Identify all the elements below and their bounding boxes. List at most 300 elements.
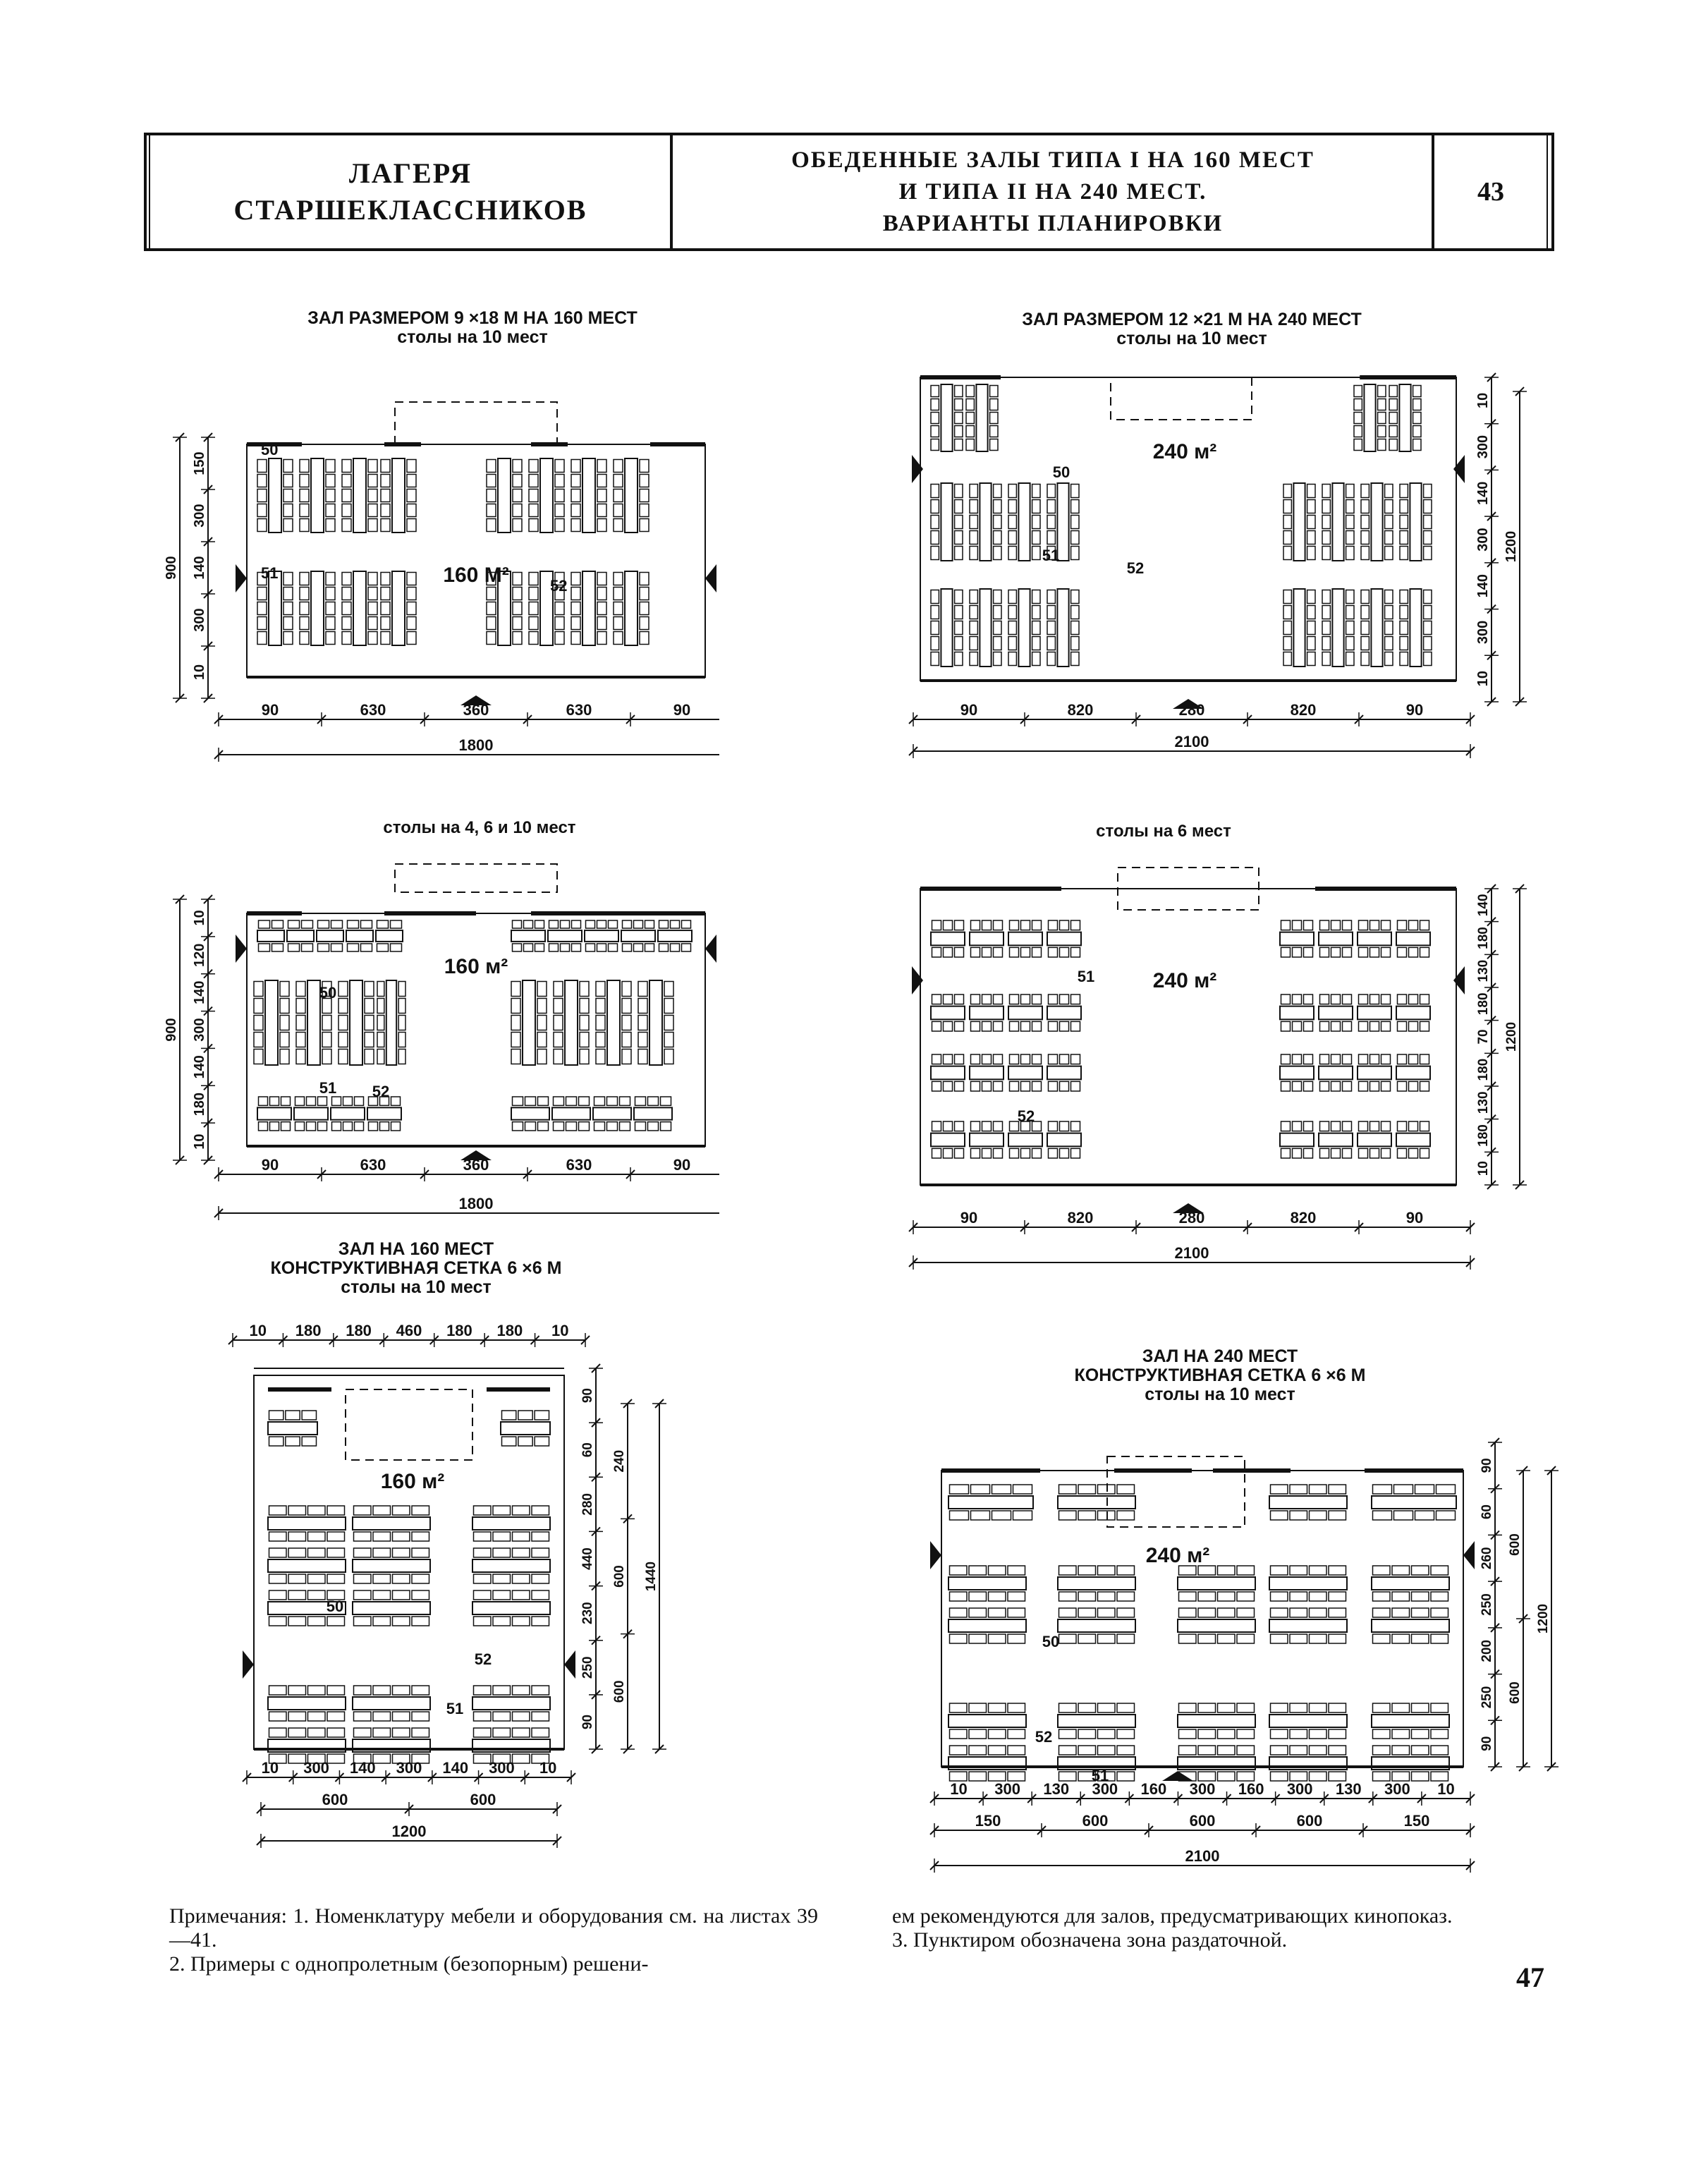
table-upper-chair — [368, 460, 377, 473]
dim-right-label: 140 — [1475, 574, 1491, 598]
table-upper-chair — [529, 475, 538, 487]
table-10seat-lower-chair — [327, 1686, 345, 1695]
table-6seat-row3-top — [1319, 1133, 1353, 1147]
table-lower-chair — [614, 602, 623, 615]
table-10seat-chair — [308, 1574, 326, 1583]
dim-bottom-label: 90 — [960, 701, 978, 719]
table-upper-chair — [513, 489, 522, 502]
table-upper-chair — [257, 460, 267, 473]
table-6seat-row2-top — [1008, 1066, 1042, 1080]
table-low-chair — [1078, 1729, 1096, 1739]
table-mid-chair — [1218, 1608, 1236, 1617]
table-lower-top — [392, 571, 405, 645]
table-low-chair — [1032, 637, 1040, 650]
table-6seat-row3-top — [1280, 1133, 1314, 1147]
table-10seat-chair — [511, 982, 520, 997]
table-10seat-chair — [398, 1049, 405, 1064]
table-6seat-row0-chair — [1304, 947, 1313, 957]
table-10seat-chair — [354, 1532, 372, 1541]
table-mid-chair — [1431, 1608, 1448, 1617]
table-top-row-chair — [1413, 439, 1421, 451]
dim-bottom-label: 820 — [1290, 1209, 1317, 1227]
table-4seat-chair — [302, 944, 313, 951]
table-6seat-bottom-top — [257, 1107, 291, 1119]
dim-right-label: 130 — [1476, 959, 1491, 982]
table-low-chair — [1431, 1729, 1448, 1739]
table-mid-chair — [1078, 1608, 1096, 1617]
table-mid-chair — [969, 1608, 987, 1617]
table-10seat-chair — [412, 1548, 429, 1557]
table-6seat-row2-chair — [1021, 1054, 1030, 1064]
furniture-label-52: 52 — [550, 577, 568, 595]
dim-right-label: 140 — [1476, 894, 1491, 917]
table-low-chair — [1412, 1703, 1429, 1712]
table-mid-chair — [1059, 1592, 1077, 1601]
table-6seat-row3-chair — [1409, 1121, 1418, 1131]
table-mid-chair — [1424, 485, 1432, 498]
table-10seat-chair — [308, 1506, 326, 1515]
table-10seat-chair — [474, 1617, 492, 1626]
table-6seat-row2-chair — [1420, 1081, 1429, 1091]
table-low-chair — [1008, 1729, 1025, 1739]
table-lower-chair — [283, 617, 293, 630]
plan5-title: ЗАЛ НА 160 МЕСТ КОНСТРУКТИВНАЯ СЕТКА 6 ×6 М столы на 10 мест — [270, 1239, 562, 1297]
table-top-row-chair — [1378, 386, 1386, 397]
table-mid-chair — [950, 1566, 968, 1575]
table-6seat-row1-chair — [932, 1021, 941, 1031]
table-6seat-row1-chair — [1071, 1021, 1080, 1031]
table-low-chair — [1047, 652, 1055, 666]
dim-right-total-label: 1200 — [1503, 530, 1519, 563]
table-10seat-chair — [280, 1016, 289, 1030]
table-low-chair — [1237, 1729, 1255, 1739]
table-upper-chair — [300, 489, 309, 502]
entrance-west — [912, 455, 923, 483]
table-low-chair — [1385, 606, 1393, 619]
furniture-label-51: 51 — [319, 1079, 337, 1097]
table-6seat-row1-top — [931, 1006, 965, 1020]
table-6seat-row0-chair — [1304, 920, 1313, 930]
table-6seat-row3-chair — [1281, 1148, 1291, 1158]
plan2-drawing — [892, 349, 1541, 765]
table-6seat-row0-chair — [1049, 920, 1058, 930]
table-6seat-row2-chair — [1304, 1081, 1313, 1091]
table-lower-chair — [597, 617, 606, 630]
plan2-title: ЗАЛ РАЗМЕРОМ 12 ×21 М НА 240 МЕСТ столы на 10 мест — [1022, 310, 1362, 348]
table-upper-chair — [407, 504, 416, 517]
table-6seat-row1-chair — [1409, 1021, 1418, 1031]
dim-bottom-label: 10 — [950, 1780, 968, 1798]
table-6seat-bottom-chair — [538, 1122, 549, 1131]
table-4seat-chair — [331, 944, 343, 951]
table-10seat-chair — [398, 999, 405, 1014]
table-top-chair — [1329, 1511, 1346, 1520]
table-upper-chair — [529, 504, 538, 517]
table-6seat-bottom-top — [552, 1107, 590, 1119]
table-10seat-chair — [537, 982, 547, 997]
table-low-chair — [1424, 606, 1432, 619]
table-10seat-lower-chair — [288, 1686, 306, 1695]
table-6seat-row2-chair — [955, 1054, 964, 1064]
table-low-chair — [1071, 652, 1079, 666]
plan1-title: ЗАЛ РАЗМЕРОМ 9 ×18 М НА 160 МЕСТ столы на 10 мест — [307, 308, 638, 347]
table-6seat-row3-top — [970, 1133, 1004, 1147]
table-upper-top — [498, 458, 511, 533]
table-6seat-top — [658, 930, 692, 942]
dim-right-label: 10 — [1475, 392, 1491, 408]
table-mid-chair — [989, 1566, 1006, 1575]
dim-top-label: 180 — [446, 1322, 472, 1339]
table-upper-chair — [300, 504, 309, 517]
table-10seat-chair — [354, 1506, 372, 1515]
table-mid-chair — [1392, 1634, 1410, 1643]
table-top-top — [1269, 1496, 1347, 1509]
dim-bottom-label: 300 — [1384, 1780, 1410, 1798]
table-6seat-row2-chair — [955, 1081, 964, 1091]
dim-right-label: 90 — [1480, 1736, 1494, 1751]
table-6seat-row0-chair — [1398, 920, 1407, 930]
table-6seat-row2-top — [931, 1066, 965, 1080]
table-6seat-chair — [586, 944, 595, 951]
table-6seat-bottom-top — [511, 1107, 549, 1119]
table-top-chair — [1271, 1485, 1288, 1494]
table-6seat-row0-chair — [1320, 920, 1329, 930]
table-6seat-row2-chair — [1281, 1081, 1291, 1091]
plan4-title: столы на 6 мест — [1096, 822, 1231, 841]
table-mid-chair — [969, 1566, 987, 1575]
table-mid-chair — [1361, 485, 1369, 498]
table-lower-chair — [640, 573, 649, 585]
table-top-row-chair — [931, 439, 939, 451]
entrance-west — [243, 1650, 254, 1679]
table-top-chair — [1290, 1511, 1307, 1520]
table-10seat-chair — [254, 1049, 263, 1064]
table-10seat-chair — [288, 1548, 306, 1557]
table-upper-top — [269, 458, 281, 533]
table-6seat-bottom-top — [294, 1107, 328, 1119]
table-6seat-row3-chair — [955, 1121, 964, 1131]
table-10seat-chair — [474, 1532, 492, 1541]
dim-bottom-total-label: 2100 — [1174, 733, 1209, 750]
table-low-chair — [1071, 606, 1079, 619]
table-top-chair — [1098, 1511, 1116, 1520]
table-6seat-row2-top — [970, 1066, 1004, 1080]
table-10seat-chair — [664, 1049, 673, 1064]
table-6seat-row0-top — [1319, 932, 1353, 946]
table-4seat-chair — [318, 944, 329, 951]
table-6seat-row0-chair — [1032, 947, 1042, 957]
dim-bottom-label: 10 — [539, 1759, 557, 1777]
table-lower-chair — [381, 573, 390, 585]
table-mid-chair — [1218, 1566, 1236, 1575]
table-6seat-row2-chair — [1381, 1054, 1391, 1064]
entrance-west — [912, 966, 923, 994]
table-6seat-row0-chair — [932, 920, 941, 930]
notes-left — [169, 1904, 818, 1976]
table-low-chair — [1346, 606, 1354, 619]
table-low-chair — [955, 606, 963, 619]
table-side-chair — [535, 1437, 549, 1446]
table-mid-chair — [1431, 1566, 1448, 1575]
dim-right-label: 250 — [1480, 1686, 1494, 1709]
table-upper-chair — [614, 460, 623, 473]
table-mid-chair — [1307, 547, 1315, 560]
table-lower-chair — [326, 632, 335, 645]
table-10seat-chair — [393, 1548, 410, 1557]
table-mid-chair — [1322, 547, 1330, 560]
furniture-label-50: 50 — [1052, 463, 1070, 481]
table-6seat-row0-chair — [944, 947, 953, 957]
table-lower-chair — [487, 617, 496, 630]
table-top-row-chair — [1389, 399, 1397, 410]
table-6seat-row2-chair — [1420, 1054, 1429, 1064]
table-10seat-chair — [513, 1617, 530, 1626]
table-10seat-lower-chair — [373, 1728, 391, 1737]
table-upper-chair — [326, 519, 335, 532]
table-low-chair — [1059, 1746, 1077, 1755]
table-lower-chair — [487, 588, 496, 600]
table-mid-chair — [1373, 1608, 1391, 1617]
table-10seat-chair — [365, 999, 374, 1014]
table-6seat-row1-chair — [932, 994, 941, 1004]
table-10seat-lower-chair — [513, 1754, 530, 1763]
table-10seat-chair — [338, 1033, 348, 1047]
table-low-chair — [1431, 1746, 1448, 1755]
table-6seat-row3-top — [1396, 1133, 1430, 1147]
table-10seat-chair — [493, 1617, 511, 1626]
table-low-chair — [1283, 606, 1291, 619]
table-6seat-row1-chair — [1370, 1021, 1379, 1031]
table-low-chair — [1032, 652, 1040, 666]
table-low-chair — [1346, 652, 1354, 666]
plan5-drawing — [212, 1312, 705, 1890]
table-upper-top — [582, 458, 595, 533]
table-6seat-row2-chair — [1409, 1081, 1418, 1091]
table-mid-chair — [1117, 1608, 1135, 1617]
table-mid-chair — [969, 1634, 987, 1643]
table-mid-chair — [1071, 516, 1079, 529]
table-mid-chair — [970, 485, 977, 498]
table-mid-chair — [1424, 531, 1432, 544]
table-top-chair — [1329, 1485, 1346, 1494]
table-6seat-row3-chair — [1320, 1148, 1329, 1158]
table-6seat-row1-chair — [1281, 994, 1291, 1004]
table-mid-chair — [1431, 1634, 1448, 1643]
table-low-chair — [955, 590, 963, 604]
table-upper-chair — [597, 489, 606, 502]
table-low-chair — [1071, 621, 1079, 635]
table-6seat-row3-chair — [971, 1148, 980, 1158]
table-10seat-lower-chair — [493, 1686, 511, 1695]
header-section-title — [151, 133, 670, 251]
table-low-chair — [1290, 1746, 1307, 1755]
table-top-chair — [1117, 1511, 1135, 1520]
table-mid-top — [980, 483, 991, 561]
table-6seat-bottom-chair — [648, 1097, 659, 1105]
table-low-chair — [994, 652, 1001, 666]
table-lower-chair — [640, 617, 649, 630]
table-mid-chair — [994, 485, 1001, 498]
table-6seat-bottom-chair — [355, 1097, 364, 1105]
table-10seat-lower-chair — [373, 1686, 391, 1695]
table-6seat-bottom-chair — [259, 1122, 268, 1131]
table-4seat-top — [287, 930, 314, 942]
table-low-chair — [1198, 1746, 1216, 1755]
table-6seat-row3-chair — [1060, 1121, 1069, 1131]
table-mid-chair — [955, 500, 963, 513]
table-low-chair — [989, 1746, 1006, 1755]
table-mid-chair — [1179, 1608, 1197, 1617]
table-6seat-row1-chair — [982, 1021, 992, 1031]
table-upper-chair — [571, 475, 580, 487]
table-mid-chair — [1310, 1608, 1327, 1617]
table-mid-chair — [1412, 1608, 1429, 1617]
table-upper-chair — [342, 504, 351, 517]
table-upper-chair — [342, 519, 351, 532]
table-6seat-chair — [659, 920, 669, 928]
table-10seat-lower-top — [268, 1697, 346, 1710]
furniture-label-51: 51 — [1091, 1767, 1109, 1784]
table-low-chair — [1008, 1703, 1025, 1712]
dim-bottom-mid-label: 150 — [975, 1812, 1001, 1830]
table-top-row-chair — [955, 439, 963, 451]
table-upper-chair — [257, 489, 267, 502]
dim-bottom-label: 300 — [1092, 1780, 1118, 1798]
dim-bottom-mid-label: 600 — [1296, 1812, 1323, 1830]
serving-zone — [346, 1389, 472, 1460]
table-low-chair — [1098, 1746, 1116, 1755]
table-upper-chair — [487, 504, 496, 517]
table-10seat-top — [307, 980, 320, 1065]
table-top-row-chair — [1354, 399, 1362, 410]
dim-bottom-label: 90 — [960, 1209, 978, 1227]
dim-right-mid-label: 600 — [612, 1565, 627, 1588]
table-lower-chair — [368, 602, 377, 615]
table-low-chair — [1322, 637, 1330, 650]
table-lower-chair — [381, 617, 390, 630]
table-mid-chair — [950, 1634, 968, 1643]
table-6seat-row3-chair — [971, 1121, 980, 1131]
table-6seat-bottom-chair — [594, 1122, 605, 1131]
table-10seat-lower-chair — [493, 1712, 511, 1721]
table-6seat-row0-chair — [1420, 947, 1429, 957]
table-top-chair — [1013, 1485, 1032, 1494]
table-10seat-chair — [269, 1532, 287, 1541]
table-lower-chair — [614, 632, 623, 645]
table-6seat-row0-chair — [1398, 947, 1407, 957]
table-top-row-chair — [1354, 413, 1362, 424]
dim-bottom-label: 130 — [1335, 1780, 1362, 1798]
table-mid-chair — [1117, 1566, 1135, 1575]
table-6seat-bottom-chair — [391, 1097, 401, 1105]
table-low-chair — [931, 606, 939, 619]
table-10seat-chair — [269, 1590, 287, 1600]
table-6seat-row0-chair — [955, 920, 964, 930]
table-6seat-row2-chair — [971, 1081, 980, 1091]
dim-bottom-label: 300 — [303, 1759, 329, 1777]
table-4seat-chair — [288, 944, 300, 951]
table-10seat-chair — [280, 982, 289, 997]
table-10seat-chair — [622, 999, 631, 1014]
table-6seat-chair — [609, 920, 618, 928]
table-low-chair — [1385, 590, 1393, 604]
table-mid-chair — [1237, 1592, 1255, 1601]
table-6seat-row1-chair — [1343, 994, 1352, 1004]
table-6seat-bottom-chair — [525, 1097, 536, 1105]
furniture-label-52: 52 — [1035, 1728, 1053, 1746]
table-10seat-lower-chair — [513, 1712, 530, 1721]
dim-left-label: 300 — [192, 504, 207, 528]
table-lower-chair — [640, 588, 649, 600]
dim-left-label: 180 — [192, 1093, 207, 1117]
table-mid-chair — [1310, 1592, 1327, 1601]
table-10seat-top — [472, 1559, 550, 1572]
table-10seat-chair — [373, 1574, 391, 1583]
table-6seat-top — [511, 930, 545, 942]
table-10seat-chair — [513, 1548, 530, 1557]
table-6seat-chair — [572, 920, 581, 928]
table-mid-top — [1410, 483, 1421, 561]
plan1-drawing — [155, 381, 719, 762]
table-low-chair — [1373, 1729, 1391, 1739]
serving-zone — [395, 864, 557, 892]
table-10seat-chair — [537, 1033, 547, 1047]
table-mid-chair — [1283, 485, 1291, 498]
table-side-chair — [302, 1411, 316, 1420]
table-mid-chair — [1078, 1566, 1096, 1575]
table-mid-chair — [1373, 1592, 1391, 1601]
table-6seat-row3-chair — [1320, 1121, 1329, 1131]
table-lower-chair — [571, 588, 580, 600]
table-mid-chair — [1008, 547, 1016, 560]
table-6seat-row1-chair — [944, 1021, 953, 1031]
table-upper-top — [540, 458, 553, 533]
table-6seat-row2-chair — [1381, 1081, 1391, 1091]
table-6seat-row1-chair — [1010, 1021, 1019, 1031]
dim-bottom-total-label: 2100 — [1174, 1244, 1209, 1262]
table-low-chair — [1412, 1772, 1429, 1781]
table-6seat-bottom-chair — [554, 1097, 564, 1105]
dim-left-label: 140 — [192, 556, 207, 580]
table-low-chair — [950, 1729, 968, 1739]
table-upper-chair — [571, 489, 580, 502]
table-mid-chair — [1008, 500, 1016, 513]
table-10seat-chair — [511, 1049, 520, 1064]
area-label: 160 М² — [443, 564, 509, 587]
table-mid-chair — [989, 1592, 1006, 1601]
table-mid-chair — [1346, 531, 1354, 544]
table-mid-chair — [1237, 1608, 1255, 1617]
table-upper-chair — [407, 460, 416, 473]
table-mid-chair — [1290, 1592, 1307, 1601]
table-6seat-bottom-chair — [607, 1097, 618, 1105]
table-10seat-chair — [638, 999, 647, 1014]
table-6seat-row0-chair — [1293, 947, 1302, 957]
table-low-chair — [1424, 652, 1432, 666]
table-10seat-lower-chair — [373, 1754, 391, 1763]
plan6-title: ЗАЛ НА 240 МЕСТ КОНСТРУКТИВНАЯ СЕТКА 6 ×6 М столы на 10 мест — [1074, 1346, 1366, 1404]
table-6seat-row2-top — [1319, 1066, 1353, 1080]
table-low-chair — [1071, 590, 1079, 604]
serving-zone — [1107, 1456, 1245, 1527]
table-top-top — [948, 1496, 1033, 1509]
table-10seat-chair — [537, 1049, 547, 1064]
table-mid-chair — [1346, 516, 1354, 529]
plan1 — [155, 381, 719, 762]
dim-right-total-label: 1200 — [1504, 1021, 1519, 1052]
table-upper-chair — [342, 460, 351, 473]
table-upper-chair — [326, 504, 335, 517]
